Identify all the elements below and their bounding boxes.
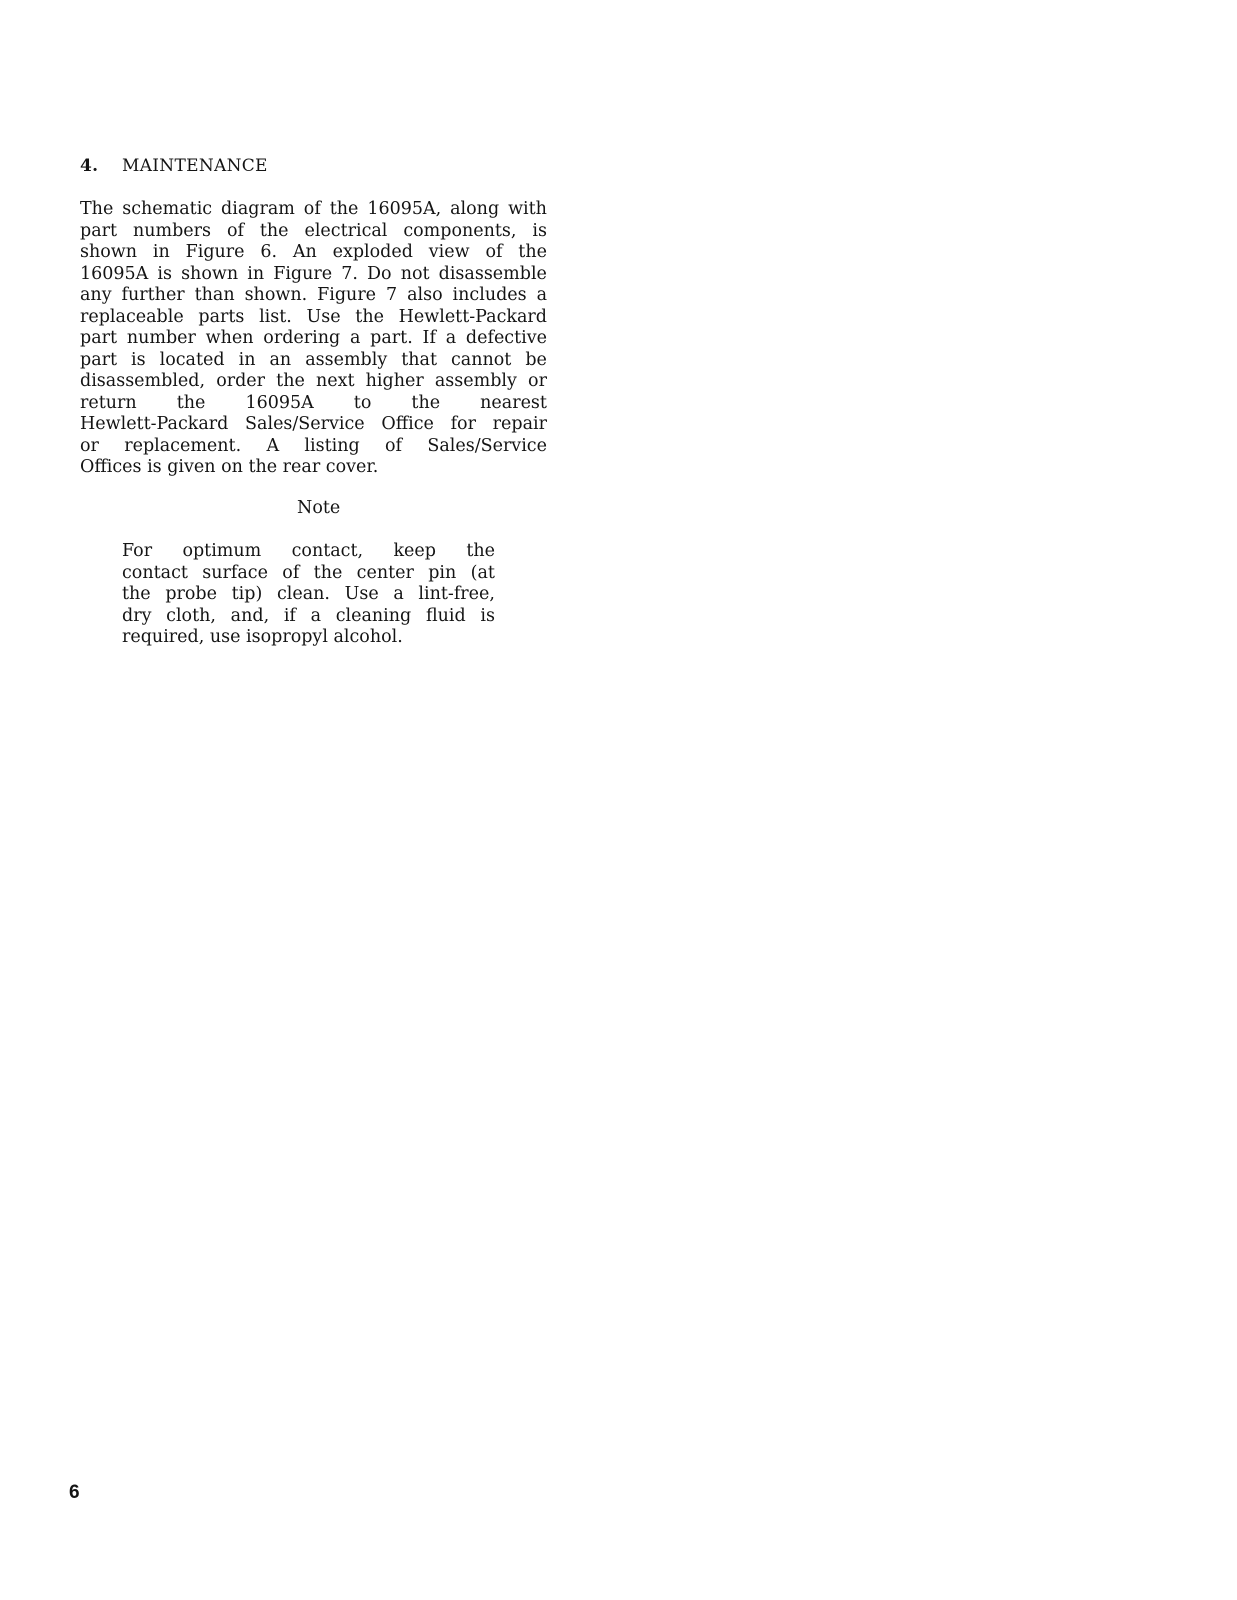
word: 7	[385, 285, 398, 305]
word: pin	[428, 562, 457, 583]
text-line	[80, 264, 547, 285]
word: 6.	[260, 242, 278, 262]
word: in	[247, 263, 265, 284]
word: center	[356, 562, 414, 583]
word: 16095A	[80, 263, 149, 284]
text-line	[80, 307, 547, 328]
word: and,	[230, 605, 270, 626]
word: Hewlett-Packard	[398, 306, 547, 327]
word: Use	[306, 306, 341, 327]
word: in	[238, 349, 256, 370]
word: 16095A,	[367, 199, 442, 219]
word: be	[525, 349, 547, 370]
word: view	[428, 242, 470, 262]
word: A	[266, 435, 280, 456]
text-line	[80, 328, 547, 349]
word: the	[122, 584, 151, 604]
word: further	[121, 285, 185, 305]
word: An	[292, 242, 317, 262]
word: Figure	[273, 263, 333, 284]
word: keep	[393, 541, 436, 561]
word: contact,	[291, 541, 364, 561]
text-line	[80, 221, 547, 242]
word: surface	[202, 562, 268, 583]
word: If	[422, 328, 436, 348]
word: is	[480, 605, 495, 626]
word: electrical	[304, 220, 388, 241]
word: cleaning	[335, 605, 412, 626]
text-line	[122, 606, 495, 627]
word: 7.	[341, 263, 358, 284]
word: Do	[367, 263, 392, 284]
word: defective	[465, 328, 547, 348]
note-heading: Note	[297, 498, 341, 518]
word: the	[259, 220, 289, 241]
page-number: 6	[69, 1482, 80, 1503]
word: Figure	[317, 285, 377, 305]
word: part.	[370, 328, 413, 348]
word: list.	[259, 306, 292, 327]
word: a	[393, 584, 404, 604]
text-line	[80, 393, 547, 414]
word: For	[122, 541, 153, 561]
word: exploded	[332, 242, 413, 262]
word: 16095A	[245, 392, 314, 413]
word: return	[80, 392, 137, 413]
word: components,	[403, 220, 517, 241]
text-line: Offices is given on the rear cover.	[80, 457, 379, 477]
word: to	[353, 392, 372, 413]
text-line	[122, 584, 495, 605]
word: along	[450, 199, 500, 219]
text-line	[80, 371, 547, 392]
word: ordering	[263, 328, 341, 348]
word: order	[216, 371, 266, 391]
word: part	[80, 328, 118, 348]
word: Sales/Service	[245, 414, 365, 434]
word: nearest	[480, 392, 547, 413]
word: clean.	[276, 584, 330, 604]
text-line	[80, 285, 547, 306]
word: the	[411, 392, 441, 413]
text-line	[80, 242, 547, 263]
text-line	[80, 414, 547, 435]
word: a	[536, 285, 547, 305]
word: or	[80, 435, 99, 456]
text-line	[80, 436, 547, 457]
word: next	[315, 371, 355, 391]
word: Sales/Service	[427, 435, 547, 456]
word: fluid	[425, 605, 466, 626]
word: shown	[181, 263, 239, 284]
word: shown.	[244, 285, 308, 305]
word: the	[313, 562, 343, 583]
word: probe	[165, 584, 217, 604]
word: than	[194, 285, 235, 305]
word: of	[226, 220, 244, 241]
word: dry	[122, 605, 152, 626]
word: any	[80, 285, 112, 305]
text-line	[122, 541, 495, 562]
word: the	[355, 306, 384, 327]
word: is	[131, 349, 146, 370]
word: number	[126, 328, 196, 348]
word: optimum	[182, 541, 262, 561]
word: a	[349, 328, 361, 348]
word: higher	[365, 371, 424, 391]
word: part	[80, 220, 118, 241]
word: The	[80, 199, 114, 219]
word: assembly	[305, 349, 388, 370]
word: part	[80, 349, 118, 370]
word: the	[329, 199, 359, 219]
word: shown	[80, 242, 138, 262]
section-number: 4.	[80, 156, 99, 176]
word: of	[485, 242, 503, 262]
word: is	[532, 220, 547, 241]
word: numbers	[132, 220, 212, 241]
word: when	[205, 328, 254, 348]
word: of	[385, 435, 403, 456]
word: the	[518, 242, 547, 262]
word: (at	[470, 562, 495, 583]
word: with	[508, 199, 547, 219]
word: or	[528, 371, 547, 391]
word: an	[269, 349, 292, 370]
word: of	[303, 199, 321, 219]
section-heading	[80, 156, 268, 176]
word: that	[401, 349, 437, 370]
word: the	[276, 371, 305, 391]
word: in	[152, 242, 170, 262]
word: for	[450, 414, 476, 434]
word: if	[283, 605, 296, 626]
word: is	[157, 263, 172, 284]
word: disassembled,	[80, 371, 206, 391]
word: Figure	[185, 242, 245, 262]
word: listing	[304, 435, 360, 456]
word: not	[400, 263, 430, 284]
word: disassemble	[438, 263, 547, 284]
word: replacement.	[124, 435, 242, 456]
word: Office	[381, 414, 434, 434]
text-line	[80, 350, 547, 371]
text-line	[122, 563, 495, 584]
word: includes	[452, 285, 527, 305]
word: schematic	[122, 199, 213, 219]
word: of	[282, 562, 300, 583]
word: tip)	[231, 584, 263, 604]
word: parts	[198, 306, 245, 327]
word: lint-free,	[418, 584, 495, 604]
word: the	[466, 541, 495, 561]
section-title: MAINTENANCE	[122, 156, 268, 176]
word: a	[445, 328, 457, 348]
word: Hewlett-Packard	[80, 414, 229, 434]
word: Use	[344, 584, 379, 604]
word: located	[159, 349, 225, 370]
word: assembly	[434, 371, 517, 391]
word: replaceable	[80, 306, 184, 327]
text-line	[80, 199, 547, 220]
word: cannot	[451, 349, 512, 370]
word: the	[176, 392, 206, 413]
text-line: required, use isopropyl alcohol.	[122, 627, 403, 647]
word: also	[407, 285, 443, 305]
word: diagram	[221, 199, 295, 219]
word: cloth,	[166, 605, 216, 626]
word: a	[310, 605, 322, 626]
word: repair	[492, 414, 547, 434]
word: contact	[122, 562, 188, 583]
